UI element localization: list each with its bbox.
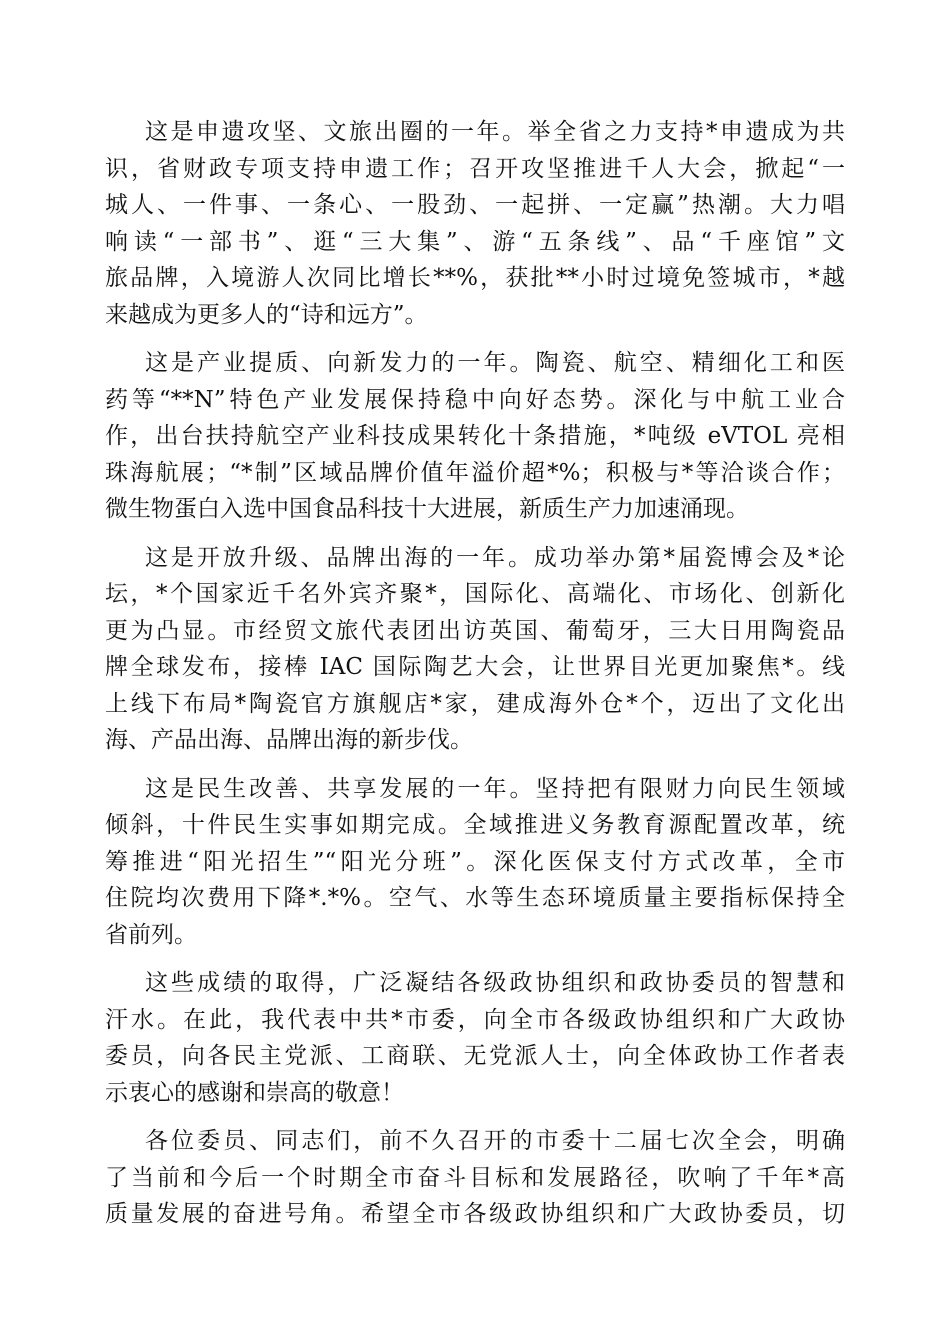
text-line: 住院均次费用下降*.*%。空气、水等生态环境质量主要指标保持全 — [105, 885, 845, 911]
text-line: 汗水。在此，我代表中共*市委，向全市各级政协组织和广大政协 — [105, 1006, 845, 1033]
text-line: 来越成为更多人的“诗和远方”。 — [105, 301, 428, 328]
text-line: 海、产品出海、品牌出海的新步伐。 — [105, 727, 473, 753]
text-line: 作，出台扶持航空产业科技成果转化十条措施，*吨级 eVTOL 亮相 — [105, 423, 845, 449]
text-line: 这些成绩的取得，广泛凝结各级政协组织和政协委员的智慧和 — [145, 970, 845, 996]
paragraph-livelihood — [105, 771, 845, 954]
text-line: 筹推进“阳光招生”“阳光分班”。深化医保支付方式改革，全市 — [105, 848, 845, 875]
text-line: 旅品牌，入境游人次同比增长**%，获批**小时过境免签城市，*越 — [105, 265, 845, 291]
text-line: 城人、一件事、一条心、一股劲、一起拼、一定赢”热潮。大力唱 — [105, 192, 845, 218]
paragraph-industry — [105, 345, 845, 528]
text-line: 药等“**N”特色产业发展保持稳中向好态势。深化与中航工业合 — [105, 386, 845, 413]
text-line: 各位委员、同志们，前不久召开的市委十二届七次全会，明确 — [145, 1128, 845, 1154]
text-line: 质量发展的奋进号角。希望全市各级政协组织和广大政协委员，切 — [105, 1201, 845, 1227]
text-line: 省前列。 — [105, 921, 197, 948]
text-line: 这是民生改善、共享发展的一年。坚持把有限财力向民生领域 — [145, 775, 845, 802]
text-line: 识，省财政专项支持申遗工作；召开攻坚推进千人大会，掀起“一 — [105, 155, 845, 182]
text-line: 这是申遗攻坚、文旅出圈的一年。举全省之力支持*申遗成为共 — [145, 119, 845, 145]
text-line: 更为凸显。市经贸文旅代表团出访英国、葡萄牙，三大日用陶瓷品 — [105, 617, 845, 644]
text-line: 响读“一部书”、逛“三大集”、游“五条线”、品“千座馆”文 — [105, 228, 845, 255]
paragraph-opening-up — [105, 540, 845, 759]
text-line: 坛，*个国家近千名外宾齐聚*，国际化、高端化、市场化、创新化 — [105, 581, 845, 607]
text-line: 了当前和今后一个时期全市奋斗目标和发展路径，吹响了千年*高 — [105, 1164, 845, 1191]
paragraph-heritage-tourism — [105, 114, 845, 333]
text-line: 委员，向各民主党派、工商联、无党派人士，向全体政协工作者表 — [105, 1043, 845, 1069]
text-line: 微生物蛋白入选中国食品科技十大进展，新质生产力加速涌现。 — [105, 496, 749, 522]
text-line: 这是产业提质、向新发力的一年。陶瓷、航空、精细化工和医 — [145, 350, 845, 376]
text-line: 这是开放升级、品牌出海的一年。成功举办第*届瓷博会及*论 — [145, 544, 845, 571]
text-line: 倾斜，十件民生实事如期完成。全域推进义务教育源配置改革，统 — [105, 812, 845, 838]
text-line: 上线下布局*陶瓷官方旗舰店*家，建成海外仓*个，迈出了文化出 — [105, 690, 845, 717]
paragraph-address — [105, 1123, 845, 1233]
document-body — [105, 114, 845, 1245]
text-line: 示衷心的感谢和崇高的敬意！ — [105, 1079, 404, 1106]
paragraph-gratitude — [105, 965, 845, 1111]
text-line: 牌全球发布，接棒 IAC 国际陶艺大会，让世界目光更加聚焦*。线 — [105, 654, 845, 680]
text-line: 珠海航展；“*制”区域品牌价值年溢价超*%；积极与*等洽谈合作； — [105, 459, 845, 486]
